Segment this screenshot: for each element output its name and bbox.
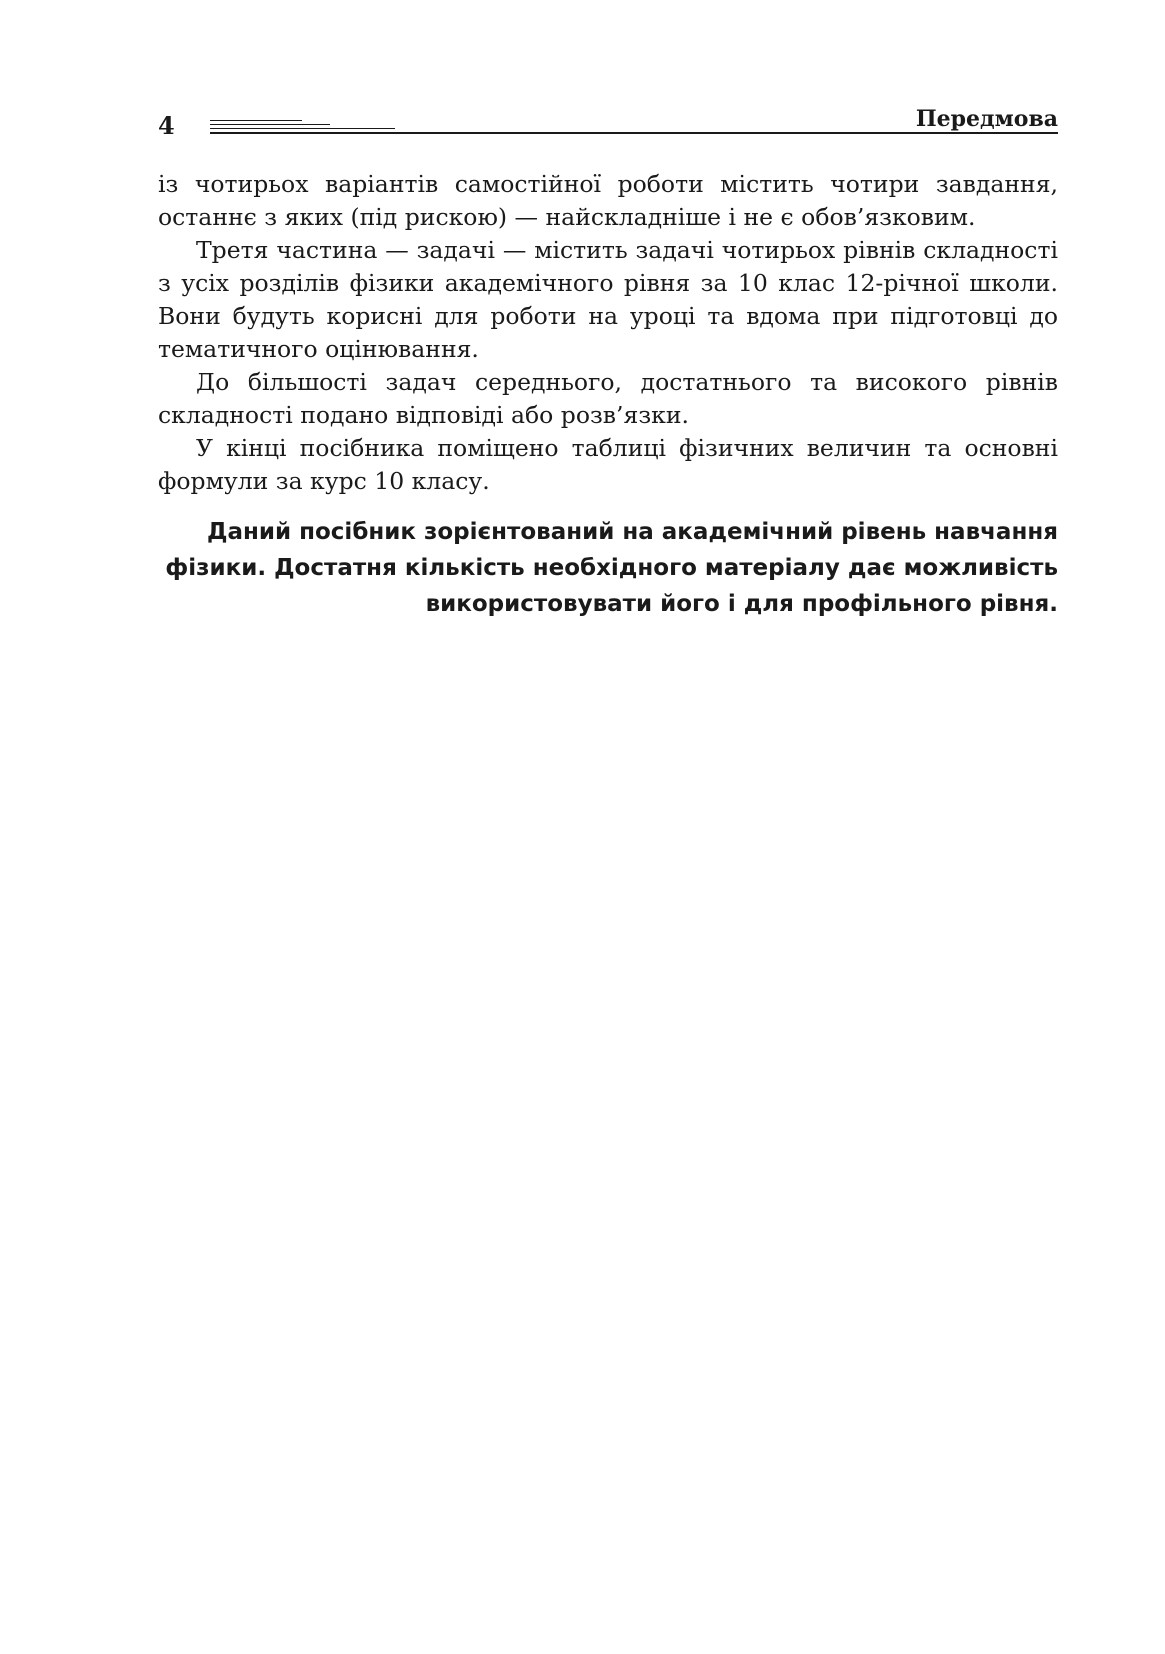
header-rule-line bbox=[210, 132, 1058, 134]
paragraph-continuation: із чотирьох варіантів самостійної роботи містить чотири завдання, останнє з яких (під рискою) — найскладніше і не є обов’язковим. bbox=[158, 170, 1058, 231]
emphasis-line: використовувати його і для профільного рівня. bbox=[425, 591, 1058, 617]
paragraph-tables: У кінці посібника поміщено таблиці фізичних величин та основні формули за курс 10 класу. bbox=[158, 434, 1058, 495]
page-number: 4 bbox=[158, 111, 175, 140]
paragraph-answers: До більшості задач середнього, достатнього та високого рівнів складності подано відповіді або розв’язки. bbox=[158, 368, 1058, 429]
body-text bbox=[158, 168, 1058, 498]
header-rule-line bbox=[210, 124, 330, 125]
paragraph-third-part: Третя частина — задачі — містить задачі чотирьох рівнів складності з усіх розділів фізики академічного рівня за 10 клас 12-річної школи. Вони будуть корисні для роботи на уроці та вдома при підготовці до тематичного оцінювання. bbox=[158, 236, 1058, 363]
running-head bbox=[158, 104, 1058, 140]
header-rule-line bbox=[210, 120, 302, 121]
emphasis-line: Даний посібник зорієнтований на академічний рівень навчання bbox=[206, 519, 1058, 545]
emphasis-line: фізики. Достатня кількість необхідного матеріалу дає можливість bbox=[165, 555, 1058, 581]
header-rule-line bbox=[210, 128, 395, 129]
section-title: Передмова bbox=[915, 106, 1058, 132]
emphasis-note bbox=[158, 514, 1058, 622]
